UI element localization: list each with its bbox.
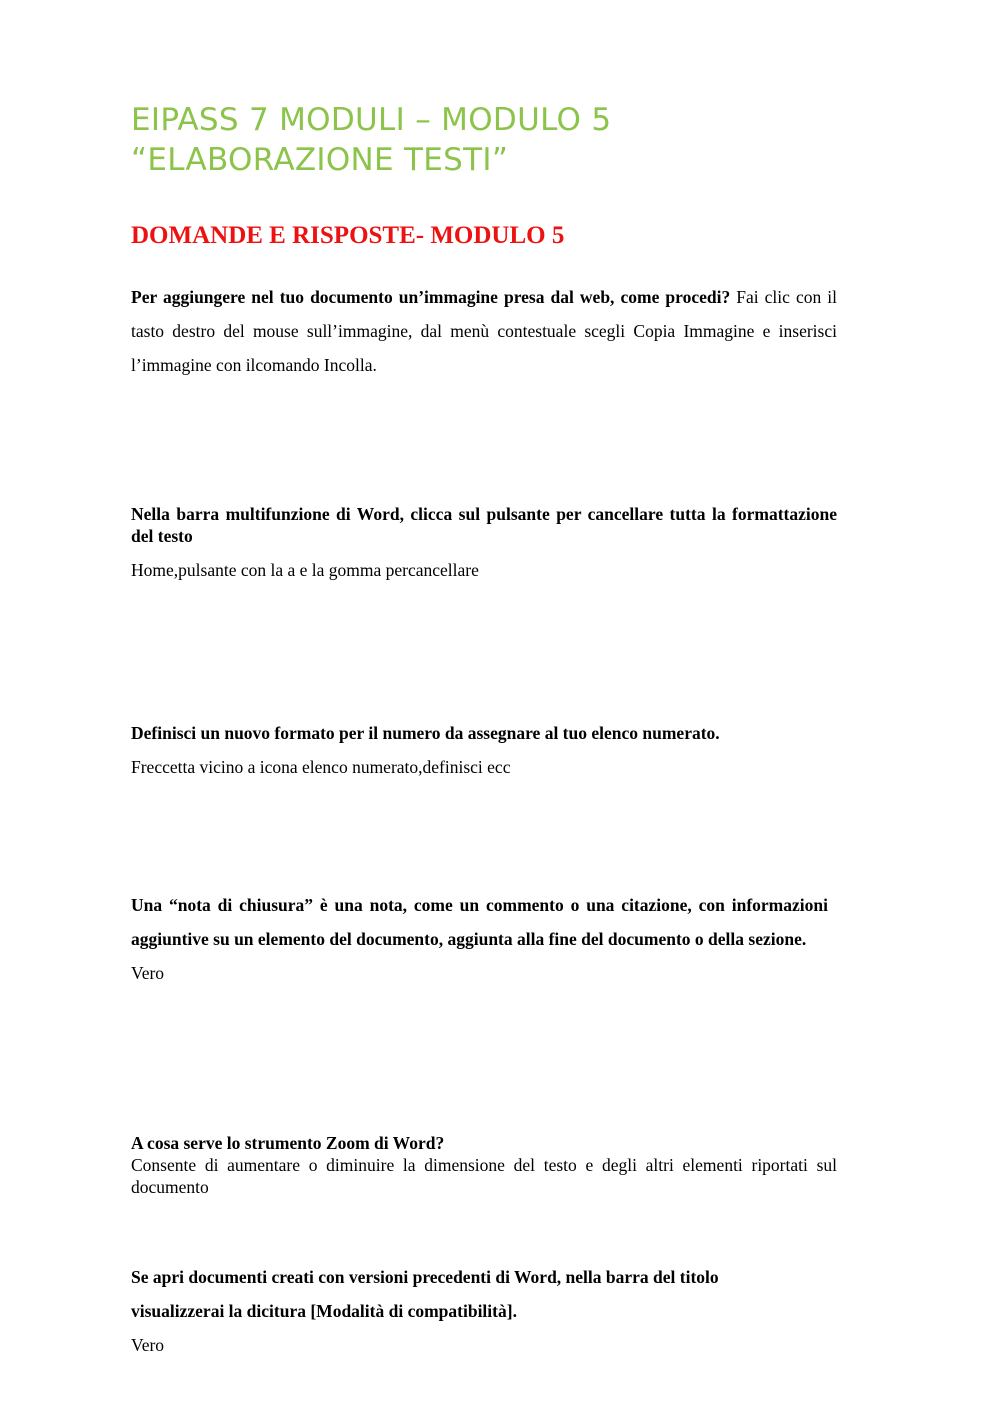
question-text: Una “nota di chiusura” è una nota, come un commento o una citazione, con informazioni aggiuntive su un elemento del documento, aggiunta alla fine del documento o della sezione. — [131, 895, 828, 949]
answer-text: Freccetta vicino a icona elenco numerato,definisci ecc — [131, 757, 511, 777]
question-text: Nella barra multifunzione di Word, clicca sul pulsante per cancellare tutta la formattazione del testo — [131, 504, 837, 546]
section-heading: DOMANDE E RISPOSTE- MODULO 5 — [131, 222, 565, 249]
document-title — [131, 100, 851, 180]
title-line-2: “ELABORAZIONE TESTI” — [131, 142, 509, 178]
answer-text: Vero — [131, 1335, 165, 1355]
qa-item — [131, 280, 837, 382]
question-text-line-2: visualizzerai la dicitura [Modalità di compatibilità]. — [131, 1301, 517, 1321]
question-text: Per aggiungere nel tuo documento un’immagine presa dal web, come procedi? — [131, 287, 731, 307]
answer-text: Fai clic con il tasto destro del mouse sull’immagine, dal menù contestuale scegli Copia Immagine e inserisci l’immagine con ilcomando Incolla. — [131, 287, 837, 375]
answer-text: Home,pulsante con la a e la gomma percancellare — [131, 560, 479, 580]
title-line-1: EIPASS 7 MODULI – MODULO 5 — [131, 102, 612, 138]
question-text: A cosa serve lo strumento Zoom di Word? — [131, 1133, 445, 1153]
qa-item — [131, 1132, 837, 1198]
question-text: Definisci un nuovo formato per il numero da assegnare al tuo elenco numerato. — [131, 723, 720, 743]
qa-item — [131, 1260, 837, 1362]
answer-text: Consente di aumentare o diminuire la dimensione del testo e degli altri elementi riportati sul documento — [131, 1155, 837, 1197]
qa-item — [131, 888, 828, 990]
qa-item — [131, 716, 837, 784]
question-text-line-1: Se apri documenti creati con versioni precedenti di Word, nella barra del titolo — [131, 1267, 719, 1287]
answer-text: Vero — [131, 963, 165, 983]
qa-item — [131, 503, 837, 581]
